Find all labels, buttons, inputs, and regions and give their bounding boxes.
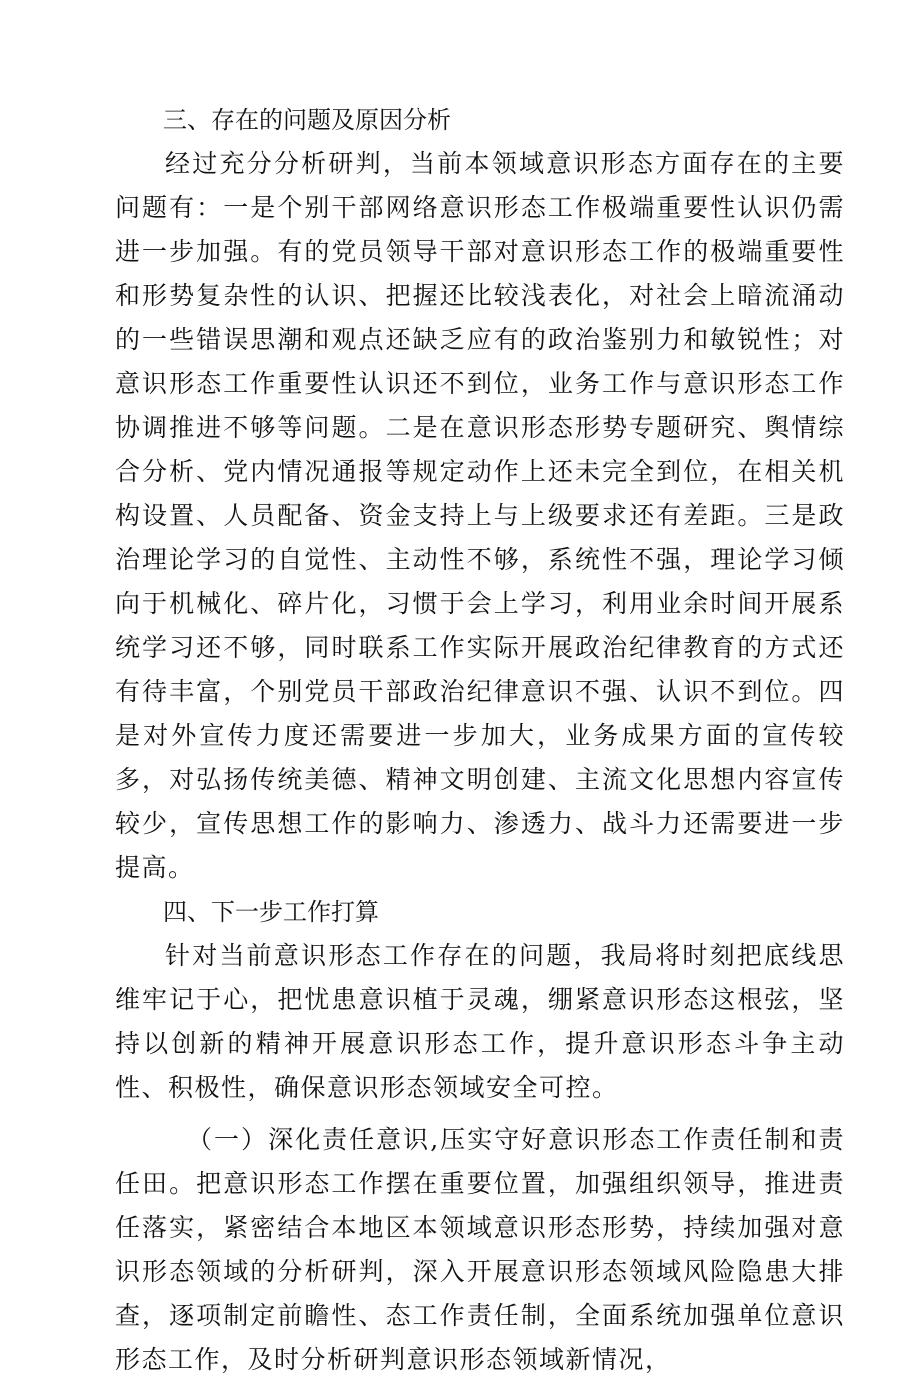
paragraph-problems-analysis: 经过充分分析研判，当前本领域意识形态方面存在的主要问题有：一是个别干部网络意识形态工作极端重要性认识仍需进一步加强。有的党员领导干部对意识形态工作的极端重要性和形势复杂性的认识、把握还比较浅表化，对社会上暗流涌动的一些错误思潮和观点还缺乏应有的政治鉴别力和敏锐性；对意识形态工作重要性认识还不到位，业务工作与意识形态工作协调推进不够等问题。二是在意识形态形势专题研究、舆情综合分析、党内情况通报等规定动作上还未完全到位，在相关机构设置、人员配备、资金支持上与上级要求还有差距。三是政治理论学习的自觉性、主动性不够，系统性不强，理论学习倾向于机械化、碎片化，习惯于会上学习，利用业余时间开展系统学习还不够，同时联系工作实际开展政治纪律教育的方式还有待丰富，个别党员干部政治纪律意识不强、认识不到位。四是对外宣传力度还需要进一步加大，业务成果方面的宣传较多，对弘扬传统美德、精神文明创建、主流文化思想内容宣传较少，宣传思想工作的影响力、渗透力、战斗力还需要进一步提高。 [115, 149, 845, 882]
paragraph-spacer [115, 1110, 845, 1118]
section-heading-problems: 三、存在的问题及原因分析 [163, 106, 451, 134]
paragraph-next-steps-intro: 针对当前意识形态工作存在的问题，我局将时刻把底线思维牢记于心，把忧患意识植于灵魂，绷紧意识形态这根弦，坚持以创新的精神开展意识形态工作，提升意识形态斗争主动性、积极性，确保意识形态领域安全可控。 [115, 941, 845, 1102]
section-heading-next-steps: 四、下一步工作打算 [163, 898, 379, 926]
paragraph-responsibility: （一）深化责任意识,压实守好意识形态工作责任制和责任田。把意识形态工作摆在重要位置，加强组织领导，推进责任落实，紧密结合本地区本领域意识形态形势，持续加强对意识形态领域的分析研判，深入开展意识形态领域风险隐患大排查，逐项制定前瞻性、态工作责任制，全面系统加强单位意识形态工作，及时分析研判意识形态领域新情况， [115, 1125, 845, 1374]
document-body [115, 98, 845, 1382]
